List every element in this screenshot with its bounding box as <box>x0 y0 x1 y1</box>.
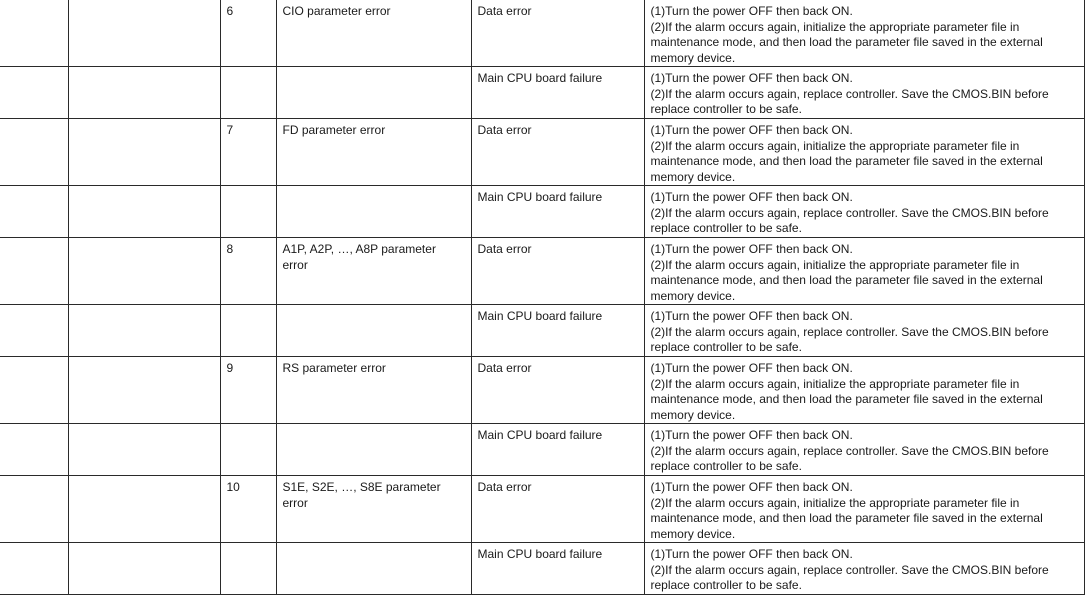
cause-cell: Data error <box>471 476 644 543</box>
alarm-name-cell: RS parameter error <box>276 357 471 424</box>
alarm-code-cell: 10 <box>220 476 276 543</box>
blank-cell <box>0 119 68 186</box>
remedy-cell <box>644 186 1084 238</box>
remedy-step: (1)Turn the power OFF then back ON. <box>650 71 853 85</box>
remedy-step: (1)Turn the power OFF then back ON. <box>650 190 853 204</box>
alarm-name-cell: CIO parameter error <box>276 0 471 67</box>
alarm-name-cell <box>276 67 471 119</box>
remedy-step: (1)Turn the power OFF then back ON. <box>650 361 853 375</box>
cause-cell: Main CPU board failure <box>471 424 644 476</box>
blank-cell <box>0 238 68 305</box>
blank-cell <box>68 238 220 305</box>
blank-cell <box>68 67 220 119</box>
table-row <box>0 0 1084 67</box>
remedy-step: (2)If the alarm occurs again, replace controller. Save the CMOS.BIN before replace controller to be safe. <box>650 205 1049 235</box>
alarm-name-cell: A1P, A2P, …, A8P parameter error <box>276 238 471 305</box>
remedy-step: (2)If the alarm occurs again, initialize the appropriate parameter file in maintenance mode, and then load the parameter file saved in the external memory device. <box>650 495 1043 541</box>
alarm-name-cell: FD parameter error <box>276 119 471 186</box>
cause-cell: Data error <box>471 238 644 305</box>
alarm-code-cell <box>220 67 276 119</box>
alarm-name-cell <box>276 543 471 595</box>
remedy-step: (2)If the alarm occurs again, initialize the appropriate parameter file in maintenance mode, and then load the parameter file saved in the external memory device. <box>650 19 1043 65</box>
remedy-step: (1)Turn the power OFF then back ON. <box>650 123 853 137</box>
cause-cell: Data error <box>471 119 644 186</box>
blank-cell <box>68 476 220 543</box>
blank-cell <box>0 424 68 476</box>
table-row <box>0 67 1084 119</box>
remedy-step: (1)Turn the power OFF then back ON. <box>650 480 853 494</box>
blank-cell <box>68 186 220 238</box>
alarm-code-cell <box>220 186 276 238</box>
blank-cell <box>0 186 68 238</box>
cause-cell: Main CPU board failure <box>471 67 644 119</box>
table-row <box>0 119 1084 186</box>
table-row <box>0 543 1084 595</box>
alarm-code-cell <box>220 543 276 595</box>
alarm-name-cell <box>276 186 471 238</box>
remedy-step: (1)Turn the power OFF then back ON. <box>650 309 853 323</box>
alarm-code-cell: 9 <box>220 357 276 424</box>
table-row <box>0 186 1084 238</box>
blank-cell <box>68 305 220 357</box>
blank-cell <box>0 305 68 357</box>
alarm-code-cell: 7 <box>220 119 276 186</box>
blank-cell <box>68 357 220 424</box>
remedy-step: (2)If the alarm occurs again, replace controller. Save the CMOS.BIN before replace controller to be safe. <box>650 443 1049 473</box>
alarm-code-cell: 8 <box>220 238 276 305</box>
cause-cell: Data error <box>471 0 644 67</box>
remedy-step: (1)Turn the power OFF then back ON. <box>650 547 853 561</box>
alarm-name-cell <box>276 305 471 357</box>
cause-cell: Main CPU board failure <box>471 305 644 357</box>
blank-cell <box>0 476 68 543</box>
remedy-step: (1)Turn the power OFF then back ON. <box>650 4 853 18</box>
table-row <box>0 305 1084 357</box>
remedy-step: (2)If the alarm occurs again, initialize the appropriate parameter file in maintenance mode, and then load the parameter file saved in the external memory device. <box>650 376 1043 422</box>
remedy-step: (2)If the alarm occurs again, replace controller. Save the CMOS.BIN before replace controller to be safe. <box>650 324 1049 354</box>
table-row <box>0 476 1084 543</box>
blank-cell <box>0 357 68 424</box>
cause-cell: Main CPU board failure <box>471 186 644 238</box>
remedy-step: (1)Turn the power OFF then back ON. <box>650 428 853 442</box>
remedy-step: (2)If the alarm occurs again, initialize the appropriate parameter file in maintenance mode, and then load the parameter file saved in the external memory device. <box>650 138 1043 184</box>
alarm-name-cell <box>276 424 471 476</box>
table-row <box>0 238 1084 305</box>
alarm-code-cell <box>220 424 276 476</box>
alarm-code-cell <box>220 305 276 357</box>
blank-cell <box>68 0 220 67</box>
blank-cell <box>0 543 68 595</box>
blank-cell <box>68 119 220 186</box>
remedy-cell <box>644 67 1084 119</box>
alarm-code-cell: 6 <box>220 0 276 67</box>
cause-cell: Main CPU board failure <box>471 543 644 595</box>
blank-cell <box>68 424 220 476</box>
blank-cell <box>0 67 68 119</box>
remedy-step: (1)Turn the power OFF then back ON. <box>650 242 853 256</box>
alarm-name-cell: S1E, S2E, …, S8E parameter error <box>276 476 471 543</box>
remedy-cell <box>644 357 1084 424</box>
blank-cell <box>0 0 68 67</box>
remedy-cell <box>644 238 1084 305</box>
remedy-step: (2)If the alarm occurs again, replace controller. Save the CMOS.BIN before replace controller to be safe. <box>650 86 1049 116</box>
remedy-cell <box>644 476 1084 543</box>
remedy-cell <box>644 0 1084 67</box>
remedy-cell <box>644 119 1084 186</box>
remedy-step: (2)If the alarm occurs again, replace controller. Save the CMOS.BIN before replace controller to be safe. <box>650 562 1049 592</box>
cause-cell: Data error <box>471 357 644 424</box>
blank-cell <box>68 543 220 595</box>
remedy-cell <box>644 305 1084 357</box>
remedy-cell <box>644 424 1084 476</box>
remedy-cell <box>644 543 1084 595</box>
table-row <box>0 357 1084 424</box>
remedy-step: (2)If the alarm occurs again, initialize the appropriate parameter file in maintenance mode, and then load the parameter file saved in the external memory device. <box>650 257 1043 303</box>
table-row <box>0 424 1084 476</box>
